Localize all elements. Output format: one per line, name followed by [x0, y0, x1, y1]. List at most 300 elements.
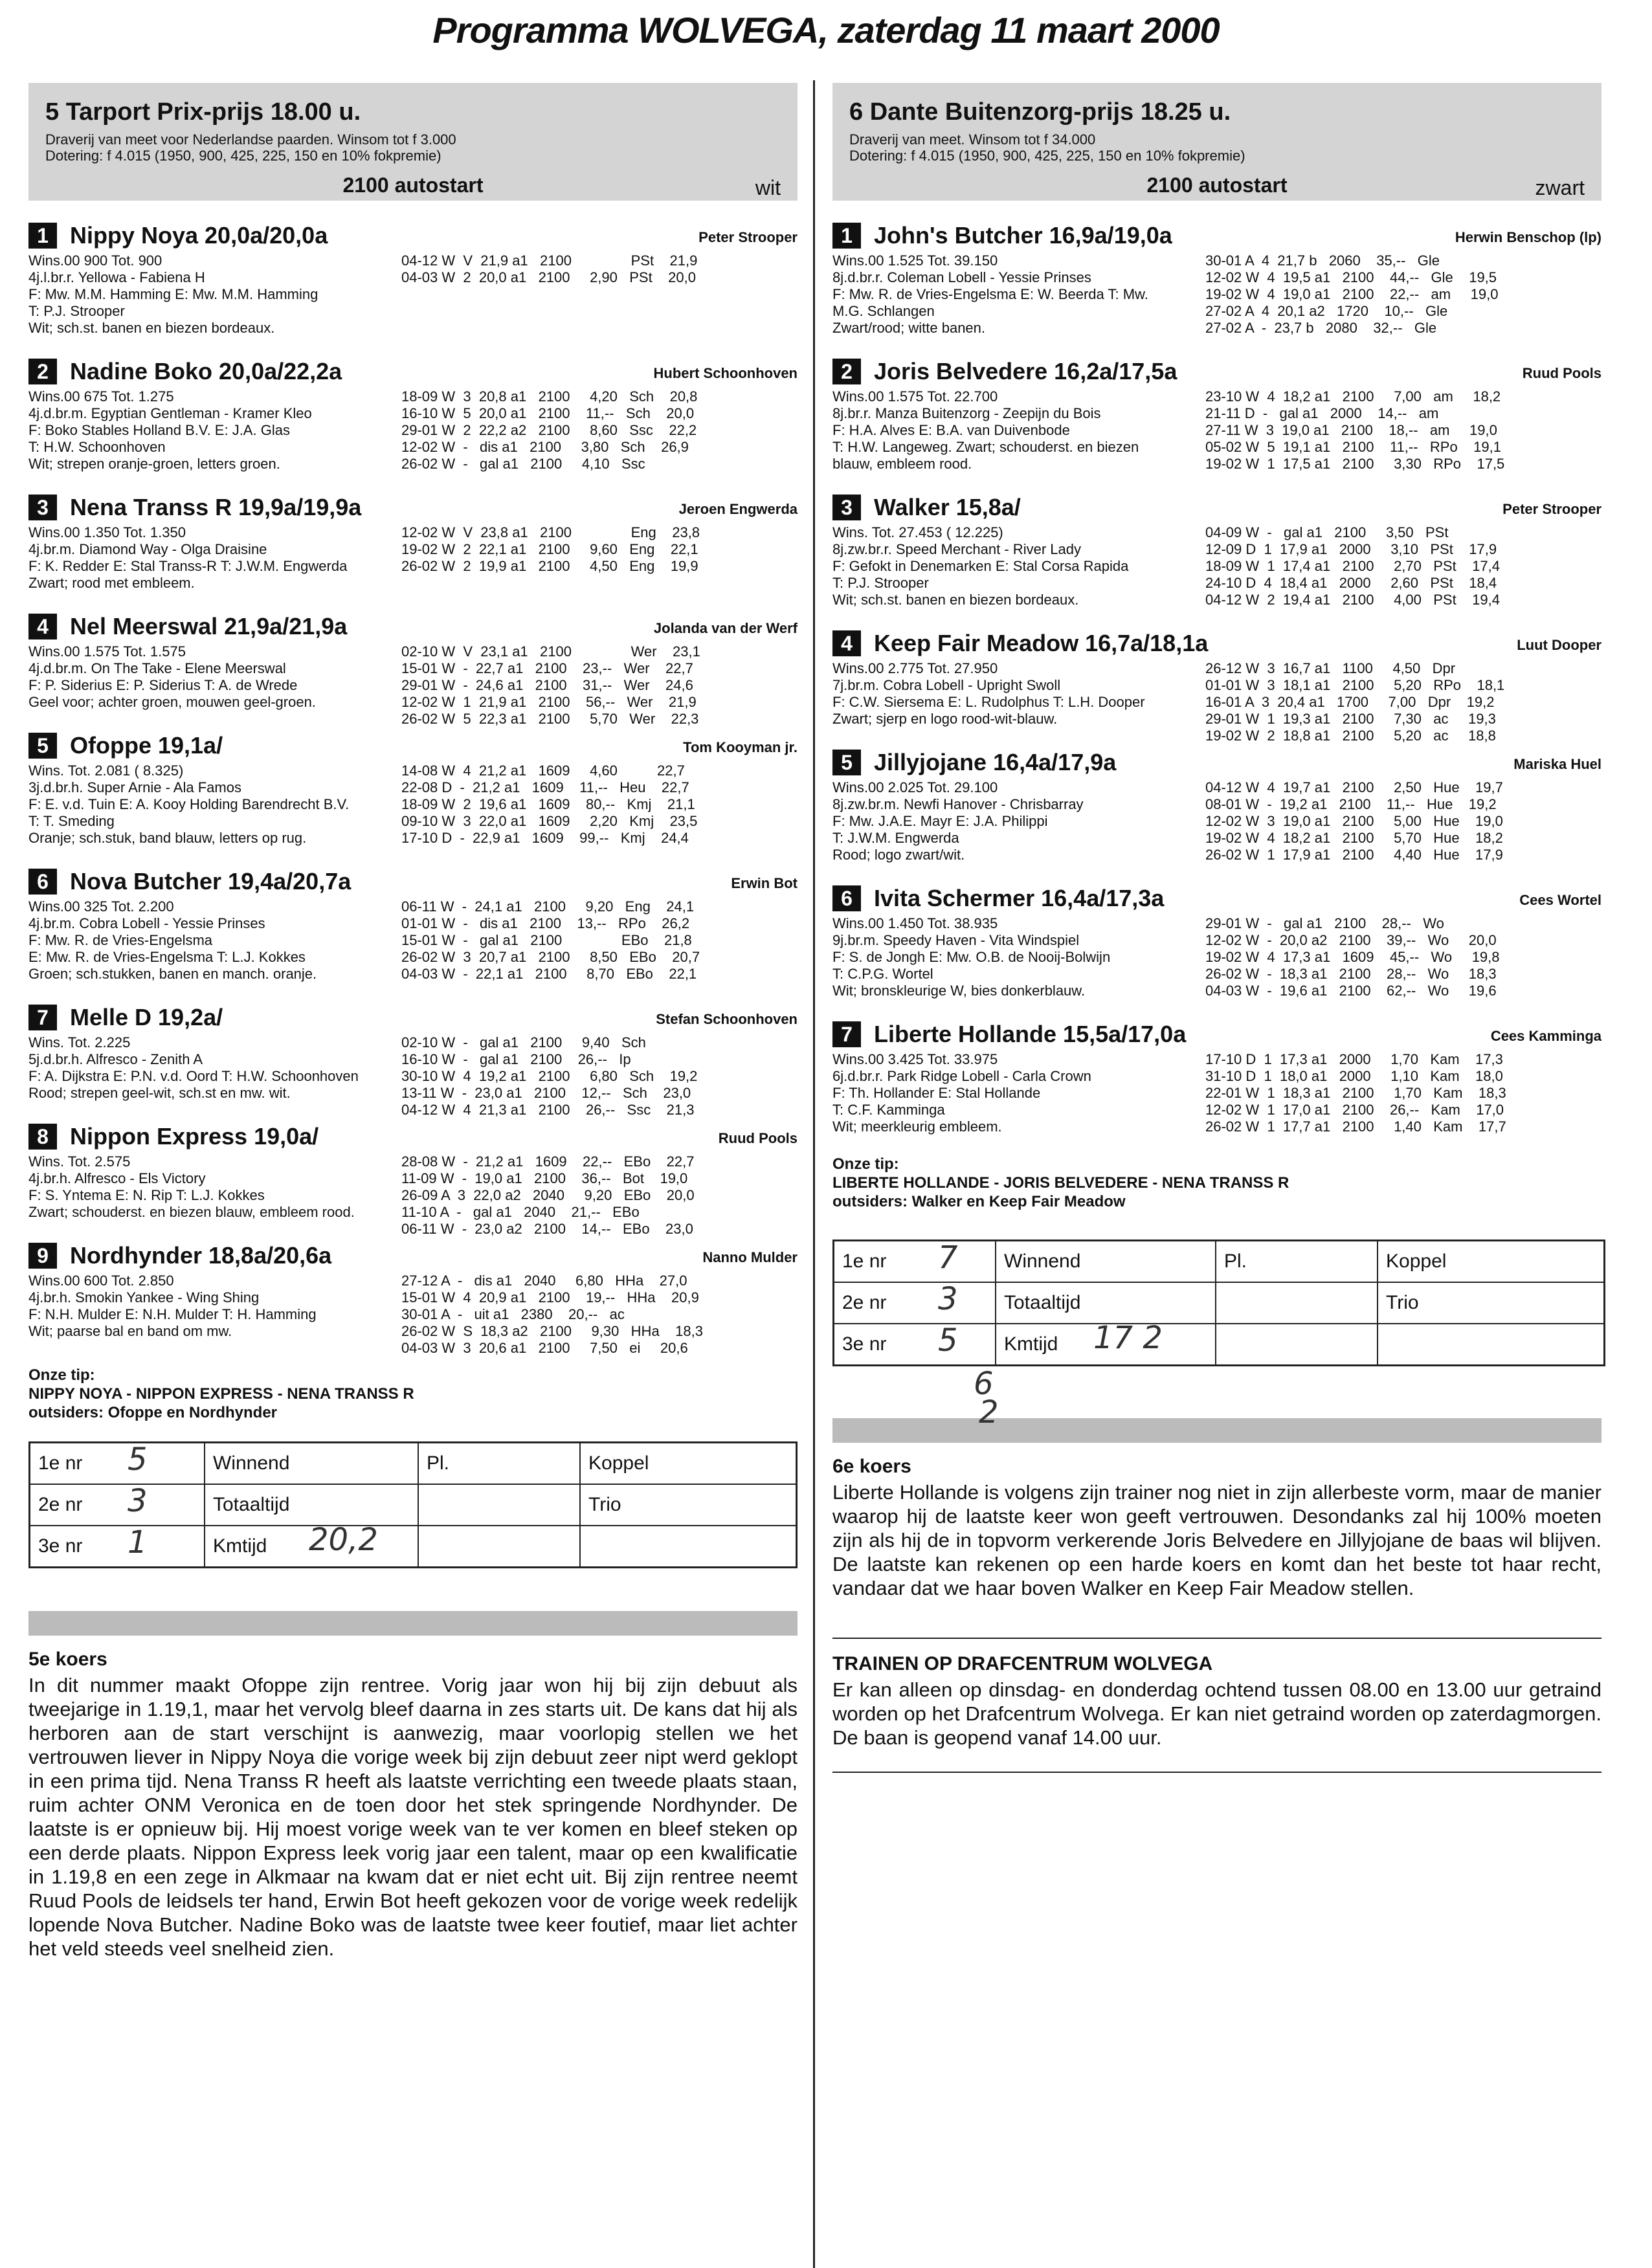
run-line: 30-01 A 4 21,7 b 2060 35,-- Gle: [1205, 252, 1440, 269]
horse-info: [832, 915, 1182, 999]
info-line: Wins.00 2.775 Tot. 27.950: [832, 660, 998, 676]
our-tip: Onze tip: NIPPY NOYA - NIPPON EXPRESS - NENA TRANSS R outsiders: Ofoppe en Nordhynder: [28, 1366, 414, 1421]
run-line: 12-02 W 1 17,0 a1 2100 26,-- Kam 17,0: [1205, 1102, 1504, 1118]
run-line: 12-09 D 1 17,9 a1 2000 3,10 PSt 17,9: [1205, 541, 1497, 557]
info-line: F: C.W. Siersema E: L. Rudolphus T: L.H. Dooper: [832, 694, 1145, 710]
horse-info: [28, 524, 378, 592]
info-line: Wins. Tot. 2.225: [28, 1034, 131, 1051]
run-line: 28-08 W - 21,2 a1 1609 22,-- EBo 22,7: [401, 1153, 695, 1170]
run-line: 15-01 W - gal a1 2100 EBo 21,8: [401, 932, 692, 948]
run-line: 15-01 W - 22,7 a1 2100 23,-- Wer 22,7: [401, 660, 693, 676]
info-line: 4j.d.br.m. Egyptian Gentleman - Kramer Kleo: [28, 405, 312, 421]
start-number: 3: [832, 495, 861, 520]
recent-runs: [401, 762, 697, 847]
horse-name: Nova Butcher 19,4a/20,7a: [70, 868, 352, 895]
horse-list: [28, 222, 798, 1356]
info-line: 6j.d.br.r. Park Ridge Lobell - Carla Crown: [832, 1068, 1091, 1084]
info-line: T: T. Smeding: [28, 813, 115, 829]
handwritten-number: 3: [128, 1483, 148, 1519]
info-line: 7j.br.m. Cobra Lobell - Upright Swoll: [832, 677, 1061, 693]
horse-name: Ofoppe 19,1a/: [70, 732, 223, 759]
horse-entry: [28, 495, 798, 592]
horse-entry: [28, 1004, 798, 1118]
race-title: 5 Tarport Prix-prijs 18.00 u.: [45, 98, 361, 126]
info-line: Zwart; rood met embleem.: [28, 575, 195, 591]
info-line: F: Gefokt in Denemarken E: Stal Corsa Rapida: [832, 558, 1129, 574]
info-line: 9j.br.m. Speedy Haven - Vita Windspiel: [832, 932, 1080, 948]
run-line: 26-02 W - 18,3 a1 2100 28,-- Wo 18,3: [1205, 966, 1497, 982]
horse-header: [28, 359, 798, 388]
horse-info: [832, 660, 1182, 728]
info-line: Wins.00 1.525 Tot. 39.150: [832, 252, 998, 269]
race-header: [28, 83, 798, 201]
horse-entry: [28, 869, 798, 983]
info-line: F: S. Yntema E: N. Rip T: L.J. Kokkes: [28, 1187, 265, 1203]
run-line: 27-12 A - dis a1 2040 6,80 HHa 27,0: [401, 1273, 687, 1289]
page-title: Programma WOLVEGA, zaterdag 11 maart 2000: [432, 10, 1220, 50]
run-line: 26-02 W 1 17,7 a1 2100 1,40 Kam 17,7: [1205, 1118, 1506, 1135]
start-number: 1: [832, 223, 861, 249]
info-line: Wins.00 600 Tot. 2.850: [28, 1273, 174, 1289]
prediction-row: 1e nr 7 Winnend Pl. Koppel: [834, 1241, 1603, 1283]
run-line: 29-01 W - gal a1 2100 28,-- Wo: [1205, 915, 1444, 931]
driver-name: Hubert Schoonhoven: [653, 365, 798, 381]
info-line: F: Th. Hollander E: Stal Hollande: [832, 1085, 1041, 1101]
horse-info: [832, 252, 1182, 337]
horse-entry: [28, 613, 798, 727]
recent-runs: [401, 898, 700, 983]
horse-name: Nordhynder 18,8a/20,6a: [70, 1242, 332, 1269]
info-line: Wins. Tot. 27.453 ( 12.225): [832, 524, 1003, 540]
run-line: 12-02 W - 20,0 a2 2100 39,-- Wo 20,0: [1205, 932, 1497, 948]
race-header: [832, 83, 1602, 201]
driver-name: Tom Kooyman jr.: [683, 739, 798, 755]
recent-runs: [1205, 252, 1498, 337]
horse-info: [28, 643, 378, 711]
info-line: Geel voor; achter groen, mouwen geel-groen.: [28, 694, 316, 710]
horse-header: [28, 733, 798, 762]
run-line: 15-01 W 4 20,9 a1 2100 19,-- HHa 20,9: [401, 1289, 699, 1306]
run-line: 27-02 A 4 20,1 a2 1720 10,-- Gle: [1205, 303, 1448, 319]
handwritten-number: 2: [979, 1394, 999, 1430]
info-line: Rood; logo zwart/wit.: [832, 847, 965, 863]
recent-runs: [401, 643, 700, 728]
run-line: 19-02 W 2 18,8 a1 2100 5,20 ac 18,8: [1205, 728, 1496, 744]
horse-header: [28, 223, 798, 252]
run-line: 18-09 W 1 17,4 a1 2100 2,70 PSt 17,4: [1205, 558, 1500, 574]
info-line: 3j.d.br.h. Super Arnie - Ala Famos: [28, 779, 241, 795]
info-line: M.G. Schlangen: [832, 303, 935, 319]
info-line: Groen; sch.stukken, banen en manch. oranje.: [28, 966, 317, 982]
run-line: 19-02 W 4 18,2 a1 2100 5,70 Hue 18,2: [1205, 830, 1503, 846]
race-6-column: [832, 83, 1602, 1773]
horse-entry: [28, 733, 798, 847]
horse-list: [832, 223, 1602, 1135]
run-line: 26-09 A 3 22,0 a2 2040 9,20 EBo 20,0: [401, 1187, 695, 1203]
info-line: Wit; paarse bal en band om mw.: [28, 1323, 232, 1339]
column-divider: [813, 80, 815, 2268]
horse-name: John's Butcher 16,9a/19,0a: [874, 222, 1172, 249]
horse-info: [28, 1273, 378, 1340]
info-line: 4j.br.h. Smokin Yankee - Wing Shing: [28, 1289, 260, 1306]
start-number: 9: [28, 1243, 57, 1269]
info-line: Wit; meerkleurig embleem.: [832, 1118, 1002, 1135]
run-line: 02-10 W - gal a1 2100 9,40 Sch: [401, 1034, 646, 1051]
recent-runs: [401, 524, 700, 575]
horse-name: Walker 15,8a/: [874, 494, 1021, 520]
horse-header: [832, 750, 1602, 779]
info-line: T: H.W. Langeweg. Zwart; schouderst. en biezen: [832, 439, 1139, 455]
run-line: 17-10 D 1 17,3 a1 2000 1,70 Kam 17,3: [1205, 1051, 1503, 1067]
driver-name: Luut Dooper: [1517, 637, 1602, 653]
run-line: 13-11 W - 23,0 a1 2100 12,-- Sch 23,0: [401, 1085, 691, 1101]
run-line: 31-10 D 1 18,0 a1 2000 1,10 Kam 18,0: [1205, 1068, 1503, 1084]
run-line: 22-08 D - 21,2 a1 1609 11,-- Heu 22,7: [401, 779, 689, 795]
prediction-row: 1e nr 5 Winnend Pl. Koppel: [30, 1443, 796, 1485]
horse-entry: [832, 359, 1602, 472]
run-line: 26-02 W 3 20,7 a1 2100 8,50 EBo 20,7: [401, 949, 700, 965]
recent-runs: [1205, 524, 1500, 608]
run-line: 18-09 W 3 20,8 a1 2100 4,20 Sch 20,8: [401, 388, 698, 405]
horse-info: [832, 388, 1182, 472]
run-line: 06-11 W - 23,0 a2 2100 14,-- EBo 23,0: [401, 1221, 693, 1237]
recent-runs: [1205, 388, 1504, 472]
handwritten-number: 1: [128, 1524, 148, 1561]
driver-name: Erwin Bot: [731, 875, 798, 891]
driver-name: Peter Strooper: [698, 229, 798, 245]
info-line: Wit; sch.st. banen en biezen bordeaux.: [28, 320, 275, 336]
horse-name: Nadine Boko 20,0a/22,2a: [70, 358, 342, 384]
start-number: 2: [832, 359, 861, 384]
horse-header: [28, 614, 798, 643]
start-number: 2: [28, 359, 57, 384]
run-line: 12-02 W - dis a1 2100 3,80 Sch 26,9: [401, 439, 689, 455]
race-conditions: Draverij van meet. Winsom tot f 34.000 Dotering: f 4.015 (1950, 900, 425, 225, 150 en 10% fokpremie): [849, 131, 1245, 164]
horse-entry: [832, 495, 1602, 608]
horse-name: Liberte Hollande 15,5a/17,0a: [874, 1021, 1187, 1047]
horse-info: [832, 524, 1182, 608]
run-line: 06-11 W - 24,1 a1 2100 9,20 Eng 24,1: [401, 898, 695, 915]
run-line: 11-10 A - gal a1 2040 21,-- EBo: [401, 1204, 640, 1220]
horse-name: Melle D 19,2a/: [70, 1004, 223, 1030]
info-line: T: J.W.M. Engwerda: [832, 830, 959, 846]
run-line: 29-01 W 2 22,2 a2 2100 8,60 Ssc 22,2: [401, 422, 697, 438]
horse-entry: [28, 1123, 798, 1237]
info-line: F: H.A. Alves E: B.A. van Duivenbode: [832, 422, 1070, 438]
info-line: F: Mw. M.M. Hamming E: Mw. M.M. Hamming: [28, 286, 318, 302]
start-number: 8: [28, 1124, 57, 1150]
run-line: 24-10 D 4 18,4 a1 2000 2,60 PSt 18,4: [1205, 575, 1497, 591]
info-line: Zwart; schouderst. en biezen blauw, embleem rood.: [28, 1204, 355, 1220]
horse-entry: [28, 1242, 798, 1356]
run-line: 29-01 W 1 19,3 a1 2100 7,30 ac 19,3: [1205, 711, 1496, 727]
run-line: 30-01 A - uit a1 2380 20,-- ac: [401, 1306, 625, 1322]
handwritten-number: 7: [938, 1240, 958, 1276]
driver-name: Ruud Pools: [718, 1130, 798, 1146]
info-line: T: C.P.G. Wortel: [832, 966, 933, 982]
driver-name: Jeroen Engwerda: [678, 501, 798, 517]
run-line: 23-10 W 4 18,2 a1 2100 7,00 am 18,2: [1205, 388, 1501, 405]
horse-header: [28, 1005, 798, 1034]
info-line: F: Mw. J.A.E. Mayr E: J.A. Philippi: [832, 813, 1048, 829]
run-line: 26-02 W S 18,3 a2 2100 9,30 HHa 18,3: [401, 1323, 703, 1339]
info-line: 5j.d.br.h. Alfresco - Zenith A: [28, 1051, 203, 1067]
start-number: 4: [832, 630, 861, 656]
race-distance: 2100 autostart: [1146, 173, 1288, 197]
driver-name: Cees Wortel: [1519, 892, 1602, 908]
run-line: 16-10 W - gal a1 2100 26,-- Ip: [401, 1051, 631, 1067]
run-line: 17-10 D - 22,9 a1 1609 99,-- Kmj 24,4: [401, 830, 689, 846]
horse-header: [832, 495, 1602, 524]
horse-entry: [832, 1021, 1602, 1135]
divider-line: [832, 1638, 1602, 1639]
info-line: Wins.00 1.575 Tot. 22.700: [832, 388, 998, 405]
horse-name: Nippy Noya 20,0a/20,0a: [70, 222, 328, 249]
info-line: F: A. Dijkstra E: P.N. v.d. Oord T: H.W. Schoonhoven: [28, 1068, 359, 1084]
start-number: 6: [28, 869, 57, 895]
run-line: 04-12 W 4 19,7 a1 2100 2,50 Hue 19,7: [1205, 779, 1503, 795]
race-commentary-title: 5e koers: [28, 1649, 107, 1670]
recent-runs: [401, 388, 697, 472]
run-line: 04-09 W - gal a1 2100 3,50 PSt: [1205, 524, 1449, 540]
prediction-row: 2e nr 3 Totaaltijd Trio: [30, 1485, 796, 1526]
prediction-box: [28, 1441, 798, 1568]
run-line: 19-02 W 2 22,1 a1 2100 9,60 Eng 22,1: [401, 541, 698, 557]
run-line: 26-02 W - gal a1 2100 4,10 Ssc: [401, 456, 645, 472]
info-line: F: P. Siderius E: P. Siderius T: A. de Wrede: [28, 677, 298, 693]
run-line: 19-02 W 4 17,3 a1 1609 45,-- Wo 19,8: [1205, 949, 1500, 965]
recent-runs: [401, 1153, 695, 1238]
handwritten-number: 3: [938, 1281, 958, 1317]
recent-runs: [1205, 660, 1504, 744]
notice-title: TRAINEN OP DRAFCENTRUM WOLVEGA: [832, 1653, 1213, 1674]
race-title: 6 Dante Buitenzorg-prijs 18.25 u.: [849, 98, 1231, 126]
info-line: 8j.d.br.r. Coleman Lobell - Yessie Prinses: [832, 269, 1091, 285]
run-line: 19-02 W 4 19,0 a1 2100 22,-- am 19,0: [1205, 286, 1499, 302]
prediction-row: 3e nr 5 Kmtijd 17 2: [834, 1324, 1603, 1364]
handwritten-number: 6: [974, 1366, 994, 1402]
run-line: 19-02 W 1 17,5 a1 2100 3,30 RPo 17,5: [1205, 456, 1505, 472]
driver-name: Ruud Pools: [1522, 365, 1602, 381]
info-line: E: Mw. R. de Vries-Engelsma T: L.J. Kokkes: [28, 949, 306, 965]
recent-runs: [1205, 915, 1500, 999]
driver-name: Mariska Huel: [1513, 756, 1602, 772]
horse-entry: [28, 359, 798, 472]
horse-name: Ivita Schermer 16,4a/17,3a: [874, 885, 1165, 911]
horse-info: [832, 1051, 1182, 1135]
horse-header: [28, 1124, 798, 1153]
info-line: Oranje; sch.stuk, band blauw, letters op rug.: [28, 830, 307, 846]
info-line: Wins.00 1.350 Tot. 1.350: [28, 524, 186, 540]
info-line: blauw, embleem rood.: [832, 456, 972, 472]
run-line: 26-02 W 5 22,3 a1 2100 5,70 Wer 22,3: [401, 711, 699, 727]
run-line: 04-12 W 4 21,3 a1 2100 26,-- Ssc 21,3: [401, 1102, 695, 1118]
start-number: 7: [832, 1021, 861, 1047]
run-line: 04-12 W 2 19,4 a1 2100 4,00 PSt 19,4: [1205, 592, 1500, 608]
race-color: wit: [755, 176, 781, 199]
horse-entry: [832, 630, 1602, 744]
horse-header: [832, 1021, 1602, 1051]
horse-info: [28, 1153, 378, 1221]
horse-header: [28, 1243, 798, 1273]
info-line: F: K. Redder E: Stal Transs-R T: J.W.M. Engwerda: [28, 558, 348, 574]
handwritten-time: 17 2: [1093, 1320, 1163, 1356]
info-line: Wins.00 1.575 Tot. 1.575: [28, 643, 186, 660]
horse-name: Nippon Express 19,0a/: [70, 1123, 319, 1150]
info-line: Wit; strepen oranje-groen, letters groen.: [28, 456, 280, 472]
recent-runs: [1205, 1051, 1506, 1135]
run-line: 11-09 W - 19,0 a1 2100 36,-- Bot 19,0: [401, 1170, 688, 1186]
race-color: zwart: [1535, 176, 1585, 199]
info-line: Rood; strepen geel-wit, sch.st en mw. wit.: [28, 1085, 291, 1101]
info-line: Wins.00 1.450 Tot. 38.935: [832, 915, 998, 931]
info-line: F: S. de Jongh E: Mw. O.B. de Nooij-Bolwijn: [832, 949, 1111, 965]
info-line: 8j.zw.br.m. Newfi Hanover - Chrisbarray: [832, 796, 1084, 812]
run-line: 01-01 W 3 18,1 a1 2100 5,20 RPo 18,1: [1205, 677, 1505, 693]
driver-name: Jolanda van der Werf: [653, 620, 798, 636]
divider-line: [832, 1772, 1602, 1773]
info-line: T: P.J. Strooper: [832, 575, 929, 591]
horse-header: [28, 869, 798, 898]
prediction-box: [832, 1240, 1605, 1366]
info-line: Wins.00 675 Tot. 1.275: [28, 388, 174, 405]
info-line: Wit; bronskleurige W, bies donkerblauw.: [832, 983, 1086, 999]
handwritten-time: 20,2: [309, 1522, 378, 1558]
info-line: Wit; sch.st. banen en biezen bordeaux.: [832, 592, 1079, 608]
horse-name: Nena Transs R 19,9a/19,9a: [70, 494, 362, 520]
race-commentary: Liberte Hollande is volgens zijn trainer nog niet in zijn allerbeste vorm, maar de manier waarop hij de laatste keer won geeft vertrouwen. Desondanks zal hij 100% moeten zijn als hij de in topvorm verkerende Joris Belvedere en Jillyjojane de baas wil blijven. De laatste kan rekenen op een harde koers en komt dan het beste tot haar recht, vandaar dat we haar boven Walker en Keep Fair Meadow stellen.: [832, 1481, 1602, 1599]
info-line: Wins. Tot. 2.081 ( 8.325): [28, 762, 184, 779]
race-5-column: [28, 83, 798, 1961]
grey-divider-bar: [28, 1611, 798, 1636]
driver-name: Nanno Mulder: [702, 1249, 798, 1265]
run-line: 04-03 W 3 20,6 a1 2100 7,50 ei 20,6: [401, 1340, 688, 1356]
handwritten-number: 5: [938, 1322, 958, 1359]
recent-runs: [401, 252, 697, 286]
info-line: T: C.F. Kamminga: [832, 1102, 945, 1118]
handwritten-number: 5: [128, 1441, 148, 1478]
start-number: 5: [28, 733, 57, 759]
run-line: 02-10 W V 23,1 a1 2100 Wer 23,1: [401, 643, 700, 660]
horse-header: [832, 359, 1602, 388]
horse-header: [28, 495, 798, 524]
run-line: 09-10 W 3 22,0 a1 1609 2,20 Kmj 23,5: [401, 813, 698, 829]
race-commentary-title: 6e koers: [832, 1456, 911, 1477]
driver-name: Cees Kamminga: [1490, 1028, 1602, 1044]
run-line: 27-11 W 3 19,0 a1 2100 18,-- am 19,0: [1205, 422, 1497, 438]
info-line: F: Mw. R. de Vries-Engelsma E: W. Beerda T: Mw.: [832, 286, 1148, 302]
run-line: 04-03 W 2 20,0 a1 2100 2,90 PSt 20,0: [401, 269, 696, 285]
race-distance: 2100 autostart: [342, 173, 484, 197]
run-line: 26-02 W 1 17,9 a1 2100 4,40 Hue 17,9: [1205, 847, 1503, 863]
info-line: Wins.00 325 Tot. 2.200: [28, 898, 174, 915]
run-line: 18-09 W 2 19,6 a1 1609 80,-- Kmj 21,1: [401, 796, 695, 812]
run-line: 04-03 W - 19,6 a1 2100 62,-- Wo 19,6: [1205, 983, 1497, 999]
run-line: 26-12 W 3 16,7 a1 1100 4,50 Dpr: [1205, 660, 1456, 676]
horse-info: [28, 1034, 378, 1102]
horse-entry: [28, 223, 798, 337]
info-line: F: E. v.d. Tuin E: A. Kooy Holding Barendrecht B.V.: [28, 796, 350, 812]
start-number: 6: [832, 885, 861, 911]
run-line: 04-12 W V 21,9 a1 2100 PSt 21,9: [401, 252, 698, 269]
notice-text: Er kan alleen op dinsdag- en donderdag ochtend tussen 08.00 en 13.00 uur getraind worden op het Drafcentrum Wolvega. Er kan niet getraind worden op zaterdagmorgen. De baan is geopend vanaf 14.00 uur.: [832, 1678, 1602, 1749]
run-line: 16-10 W 5 20,0 a1 2100 11,-- Sch 20,0: [401, 405, 695, 421]
recent-runs: [401, 1034, 697, 1118]
run-line: 05-02 W 5 19,1 a1 2100 11,-- RPo 19,1: [1205, 439, 1501, 455]
race-commentary: In dit nummer maakt Ofoppe zijn rentree. Vorig jaar won hij bij zijn debuut als tweejarige in 1.19,1, maar het vervolg bleef daarna in zes starts uit. De kans dat hij als herboren aan de start verschijnt is aanwezig, maar voorlopig stellen we het vertrouwen liever in Nippy Noya die vorige week bij zijn debuut zeer nipt werd geklopt in een prima tijd. Nena Transs R heeft als laatste verrichting een tweede plaats staan, ruim achter ONM Veronica en de toen door het stek springende Nordhynder. De laatste is er opnieuw bij. Hij moest vorige week van te ver komen en bleef steken op een derde plaats. Nippon Express leek vorig jaar een talent, maar op een kwalificatie in 1.19,8 en een zege in Alkmaar na kwam dat er niet echt uit. Bij zijn rentree neemt Ruud Pools de leidsels ter hand, Erwin Bot heeft gekozen voor de vorige week redelijk lopende Nova Butcher. Nadine Boko was de laatste twee keer foutief, maar liet achter het veld steeds veel snelheid zien.: [28, 1674, 798, 1960]
horse-header: [832, 223, 1602, 252]
start-number: 1: [28, 223, 57, 249]
info-line: Wins.00 2.025 Tot. 29.100: [832, 779, 998, 795]
prediction-row: 3e nr 1 Kmtijd 20,2: [30, 1526, 796, 1566]
horse-name: Jillyjojane 16,4a/17,9a: [874, 749, 1117, 775]
start-number: 7: [28, 1005, 57, 1030]
start-number: 4: [28, 614, 57, 639]
run-line: 16-01 A 3 20,4 a1 1700 7,00 Dpr 19,2: [1205, 694, 1495, 710]
our-tip: Onze tip: LIBERTE HOLLANDE - JORIS BELVEDERE - NENA TRANSS R outsiders: Walker en Keep Fair Meadow: [832, 1155, 1289, 1210]
recent-runs: [1205, 779, 1503, 863]
horse-header: [832, 630, 1602, 660]
info-line: F: Boko Stables Holland B.V. E: J.A. Glas: [28, 422, 290, 438]
run-line: 22-01 W 1 18,3 a1 2100 1,70 Kam 18,3: [1205, 1085, 1506, 1101]
info-line: T: P.J. Strooper: [28, 303, 125, 319]
info-line: 4j.br.m. Cobra Lobell - Yessie Prinses: [28, 915, 265, 931]
horse-info: [28, 898, 378, 983]
info-line: Wins.00 900 Tot. 900: [28, 252, 162, 269]
driver-name: Peter Strooper: [1502, 501, 1602, 517]
info-line: T: H.W. Schoonhoven: [28, 439, 166, 455]
driver-name: Stefan Schoonhoven: [656, 1011, 798, 1027]
recent-runs: [401, 1273, 703, 1357]
run-line: 04-03 W - 22,1 a1 2100 8,70 EBo 22,1: [401, 966, 697, 982]
horse-info: [28, 252, 378, 337]
info-line: 4j.l.br.r. Yellowa - Fabiena H: [28, 269, 205, 285]
info-line: 4j.br.m. Diamond Way - Olga Draisine: [28, 541, 267, 557]
info-line: Wins.00 3.425 Tot. 33.975: [832, 1051, 998, 1067]
run-line: 01-01 W - dis a1 2100 13,-- RPo 26,2: [401, 915, 690, 931]
run-line: 14-08 W 4 21,2 a1 1609 4,60 22,7: [401, 762, 685, 779]
race-conditions: Draverij van meet voor Nederlandse paarden. Winsom tot f 3.000 Dotering: f 4.015 (1950, 900, 425, 225, 150 en 10% fokpremie): [45, 131, 456, 164]
start-number: 3: [28, 495, 57, 520]
prediction-row: 2e nr 3 Totaaltijd Trio: [834, 1283, 1603, 1324]
run-line: 27-02 A - 23,7 b 2080 32,-- Gle: [1205, 320, 1437, 336]
run-line: 26-02 W 2 19,9 a1 2100 4,50 Eng 19,9: [401, 558, 698, 574]
info-line: F: Mw. R. de Vries-Engelsma: [28, 932, 213, 948]
horse-name: Joris Belvedere 16,2a/17,5a: [874, 358, 1178, 384]
horse-entry: [832, 885, 1602, 999]
start-number: 5: [832, 750, 861, 775]
info-line: 4j.br.h. Alfresco - Els Victory: [28, 1170, 206, 1186]
run-line: 12-02 W V 23,8 a1 2100 Eng 23,8: [401, 524, 700, 540]
horse-name: Keep Fair Meadow 16,7a/18,1a: [874, 630, 1209, 656]
run-line: 08-01 W - 19,2 a1 2100 11,-- Hue 19,2: [1205, 796, 1497, 812]
run-line: 12-02 W 3 19,0 a1 2100 5,00 Hue 19,0: [1205, 813, 1503, 829]
info-line: Zwart/rood; witte banen.: [832, 320, 986, 336]
handwritten-notes: [832, 1366, 1602, 1430]
horse-info: [28, 388, 378, 472]
run-line: 29-01 W - 24,6 a1 2100 31,-- Wer 24,6: [401, 677, 693, 693]
horse-name: Nel Meerswal 21,9a/21,9a: [70, 613, 348, 639]
info-line: 8j.zw.br.r. Speed Merchant - River Lady: [832, 541, 1081, 557]
info-line: Zwart; sjerp en logo rood-wit-blauw.: [832, 711, 1058, 727]
horse-info: [28, 762, 378, 847]
horse-info: [832, 779, 1182, 863]
info-line: F: N.H. Mulder E: N.H. Mulder T: H. Hamming: [28, 1306, 317, 1322]
driver-name: Herwin Benschop (lp): [1455, 229, 1602, 245]
horse-entry: [832, 223, 1602, 337]
run-line: 30-10 W 4 19,2 a1 2100 6,80 Sch 19,2: [401, 1068, 698, 1084]
run-line: 12-02 W 4 19,5 a1 2100 44,-- Gle 19,5: [1205, 269, 1497, 285]
